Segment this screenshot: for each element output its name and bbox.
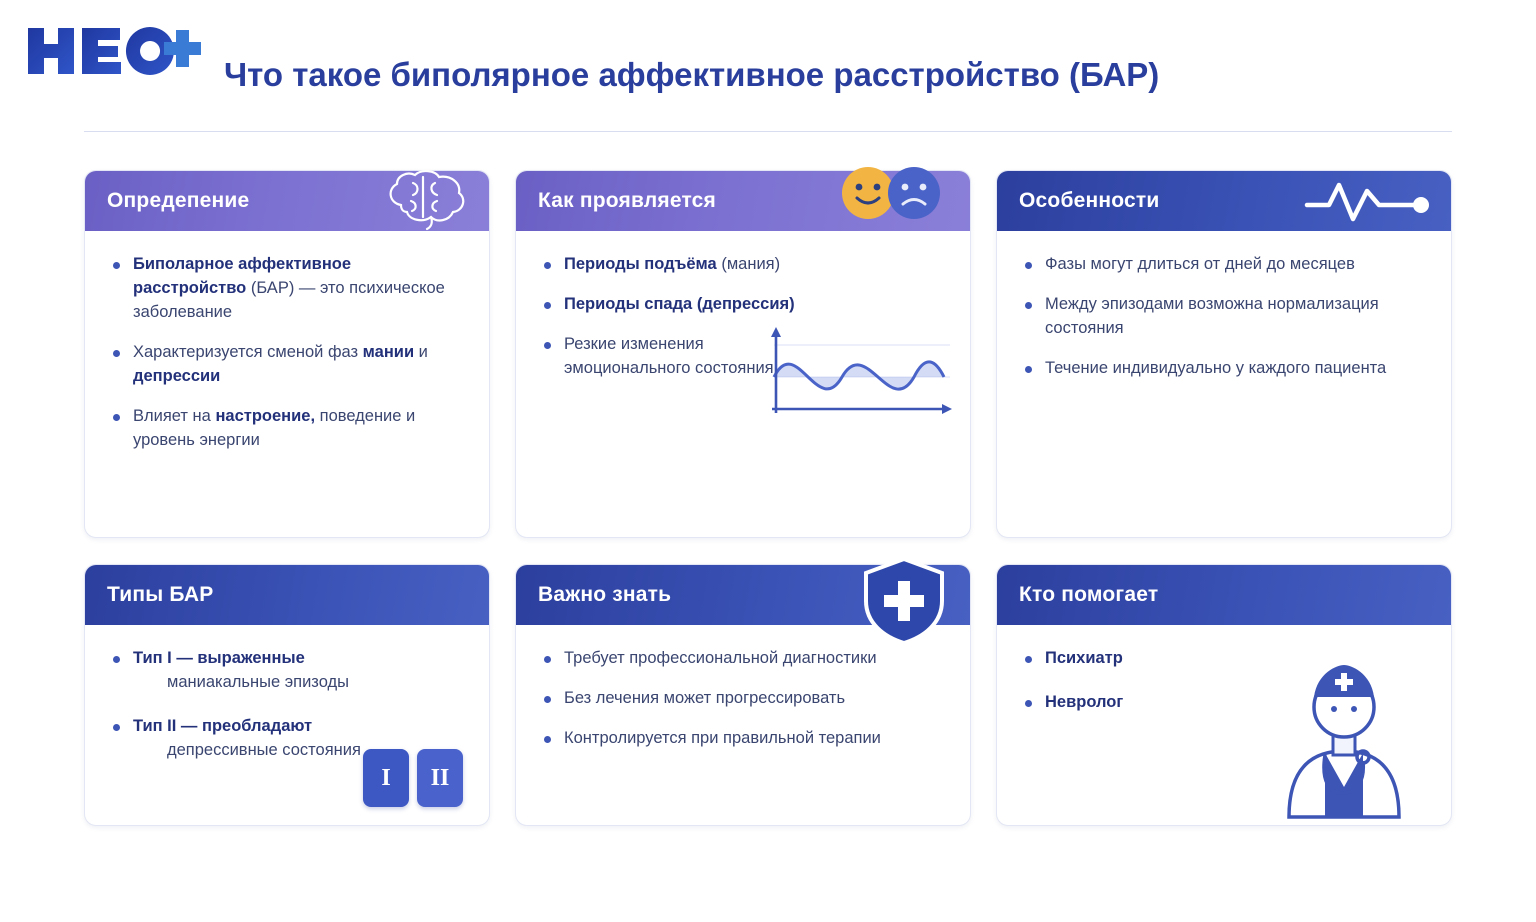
brand-logo <box>26 22 201 80</box>
item-text-bold: Тип II — преобладают <box>133 716 313 735</box>
header-divider <box>84 131 1452 132</box>
item-text-bold: Периоды подъёма <box>564 255 717 273</box>
page-title: Что такое биполярное аффективное расстройство (БАР) <box>224 56 1160 93</box>
card-manifestation <box>515 170 971 538</box>
card-important <box>515 564 971 826</box>
bullet-list-who-helps <box>1023 647 1263 715</box>
list-item <box>1023 357 1425 381</box>
card-definition <box>84 170 490 538</box>
doctor-icon <box>1259 641 1429 821</box>
item-text: Требует профессиональной диагностики <box>564 649 877 667</box>
item-text-bold: Психиатр <box>1045 649 1123 667</box>
card-header-who-helps <box>997 565 1451 625</box>
list-item <box>111 253 463 325</box>
list-item <box>542 727 944 751</box>
card-title-who-helps: Кто помогает <box>1019 583 1159 606</box>
card-body-definition <box>85 231 489 537</box>
card-features <box>996 170 1452 538</box>
card-header-features <box>997 171 1451 231</box>
bullet-list-types <box>111 647 411 763</box>
mood-wave-chart <box>760 323 956 419</box>
list-item <box>111 647 411 695</box>
item-text-bold: мании <box>362 342 415 361</box>
brain-icon <box>379 165 473 231</box>
card-header-important <box>516 565 970 625</box>
list-item <box>542 293 802 317</box>
item-text-bold: настроение, <box>215 406 316 425</box>
card-who-helps <box>996 564 1452 826</box>
roman-numerals-icon <box>363 749 463 807</box>
list-item <box>542 647 944 671</box>
bullet-list-important <box>542 647 944 751</box>
item-text: маниакальные эпизоды <box>167 672 349 691</box>
item-text-bold: Тип I — выраженные <box>133 649 305 667</box>
card-title-important: Важно знать <box>538 583 672 606</box>
card-body-features <box>997 231 1451 537</box>
item-text: (мания) <box>716 255 781 273</box>
item-text: Резкие изменения эмоционального состояния <box>564 334 774 377</box>
badge-type-1: I <box>363 749 409 807</box>
item-text: Фазы могут длиться от дней до месяцев <box>1045 255 1355 273</box>
card-body-important <box>516 625 970 825</box>
smiley-faces-icon <box>838 163 948 223</box>
item-text: и <box>414 342 428 361</box>
item-text: (БАР) — это психическое заболевание <box>133 278 445 321</box>
card-header-definition <box>85 171 489 231</box>
page-header <box>0 0 1536 132</box>
bullet-list-features <box>1023 253 1425 381</box>
list-item <box>111 405 463 453</box>
list-item <box>1023 253 1425 277</box>
card-body-manifestation <box>516 231 970 537</box>
item-text: Влияет на <box>133 406 216 425</box>
card-title-features: Особенности <box>1019 189 1160 212</box>
item-text-bold: депрессии <box>133 366 221 385</box>
item-text: поведение и уровень энергии <box>133 406 416 449</box>
item-text: Без лечения может прогрессировать <box>564 688 846 707</box>
item-text-bold: Невролог <box>1045 692 1124 711</box>
item-text: Контролируется при правильной терапии <box>564 728 881 747</box>
card-body-types <box>85 625 489 825</box>
list-item <box>1023 647 1263 671</box>
card-title-types: Типы БАР <box>107 583 214 606</box>
list-item <box>542 687 944 711</box>
item-text: Течение индивидуально у каждого пациента <box>1045 358 1387 377</box>
logo-icon <box>26 22 201 80</box>
card-title-manifestation: Как проявляется <box>538 189 716 212</box>
item-text: Характеризуется сменой фаз <box>133 342 363 361</box>
card-types <box>84 564 490 826</box>
list-item <box>1023 691 1263 715</box>
heartbeat-icon <box>1303 175 1433 227</box>
list-item <box>542 253 802 277</box>
list-item <box>111 341 463 389</box>
cards-grid <box>84 170 1452 826</box>
list-item <box>1023 293 1425 341</box>
card-header-types <box>85 565 489 625</box>
badge-type-2: II <box>417 749 463 807</box>
item-text-bold: Биполарное аффективное расстройство <box>133 255 352 297</box>
item-text: Между эпизодами возможна нормализация состояния <box>1045 294 1379 337</box>
item-text-bold: Периоды спада (депрессия) <box>564 294 795 313</box>
item-text: депрессивные состояния <box>167 740 361 759</box>
bullet-list-definition <box>111 253 463 452</box>
card-title-definition: Опредепение <box>107 189 250 212</box>
card-header-manifestation <box>516 171 970 231</box>
card-body-who-helps <box>997 625 1451 825</box>
